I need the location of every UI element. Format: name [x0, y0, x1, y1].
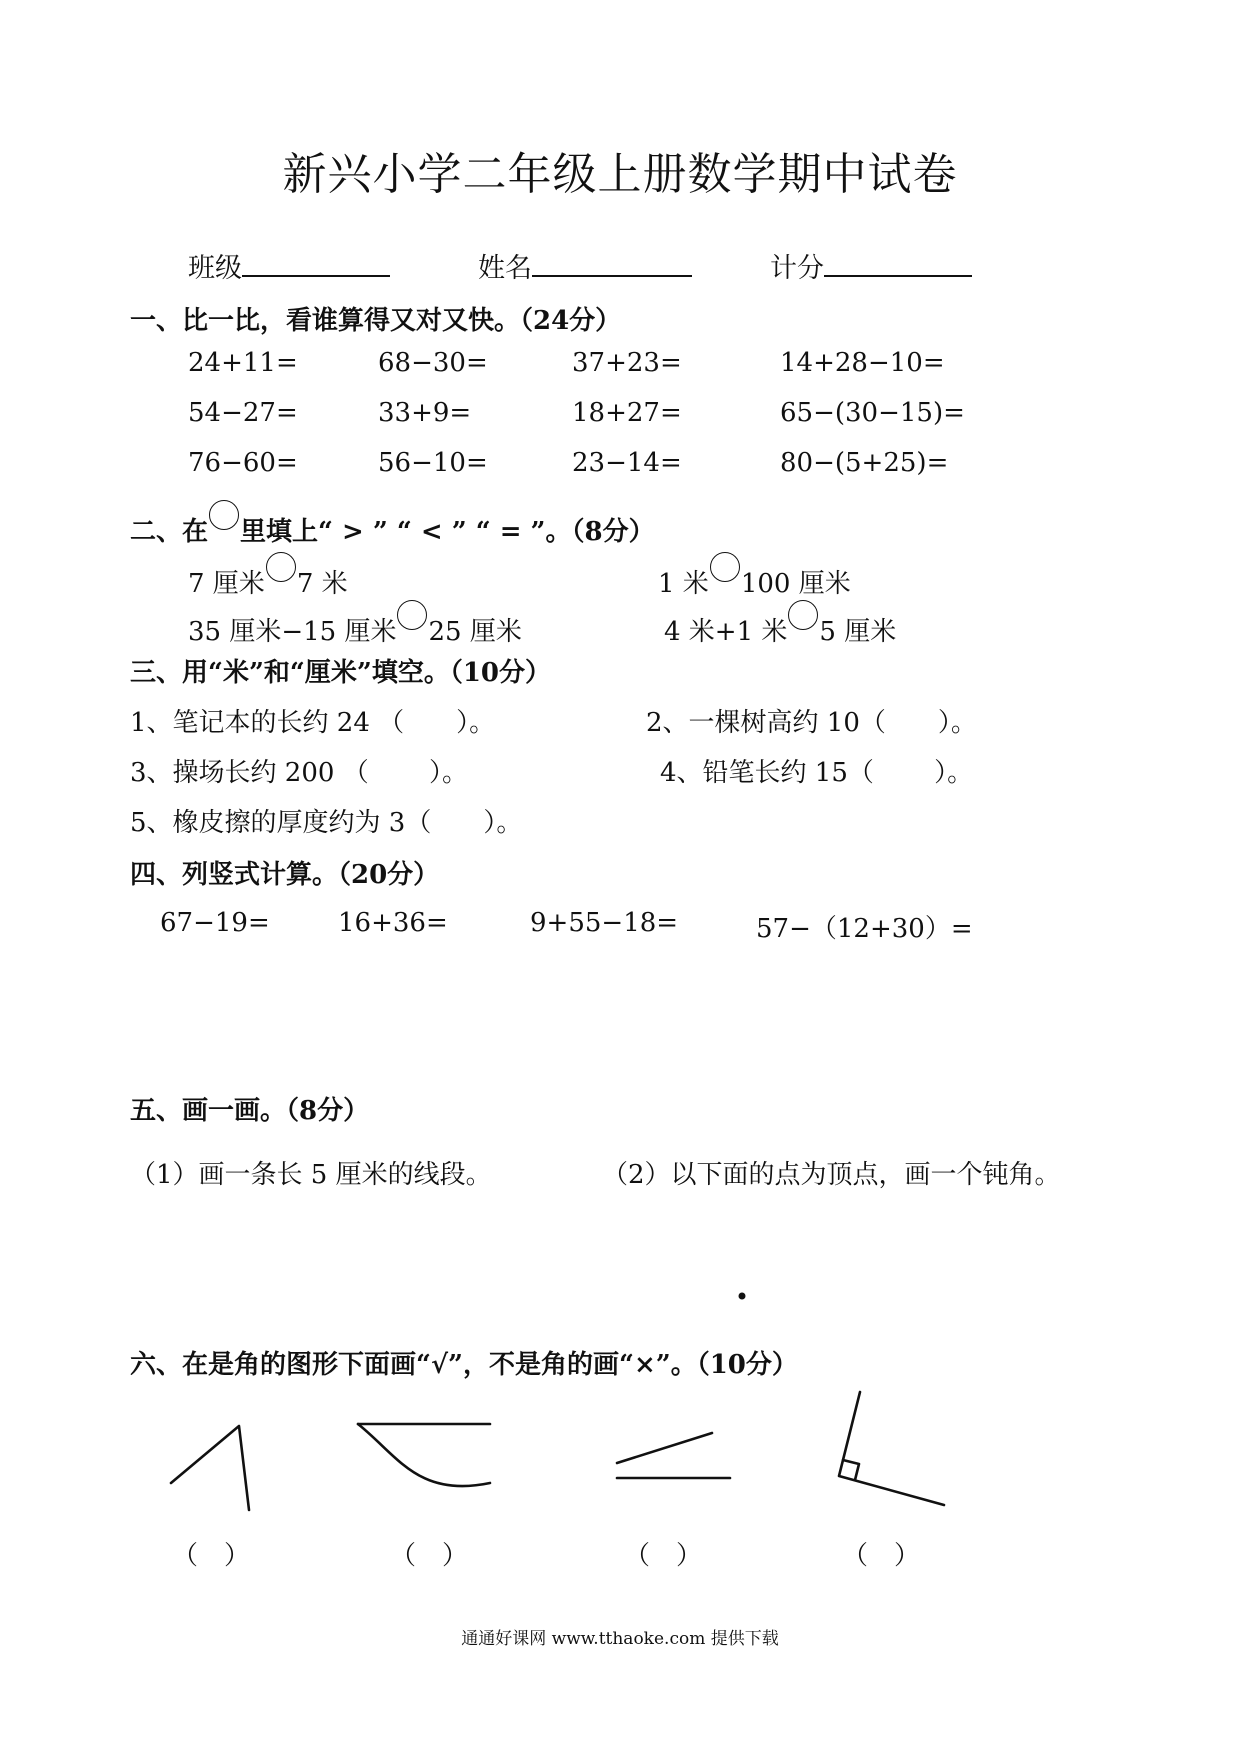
- s5-task2: （2）以下面的点为顶点，画一个钝角。: [602, 1160, 1061, 1190]
- s2-right: 7 米: [296, 569, 348, 599]
- s1-problem: 23−14=: [572, 448, 682, 478]
- answer-blank[interactable]: （ ）: [624, 1541, 703, 1571]
- s2-left: 35 厘米−15 厘米: [188, 617, 397, 647]
- footer-credit: 通通好课网 www.tthaoke.com 提供下载: [461, 1629, 779, 1649]
- vertex-dot[interactable]: [739, 1293, 746, 1300]
- page-title: 新兴小学二年级上册数学期中试卷: [282, 149, 958, 200]
- section5-heading: 五、画一画。（8分）: [130, 1096, 370, 1126]
- answer-blank[interactable]: （ ）: [172, 1541, 251, 1571]
- s3-item: 1、笔记本的长约 24 （ ）。: [130, 708, 496, 738]
- s3-item: 5、橡皮擦的厚度约为 3（ ）。: [130, 808, 523, 838]
- figure-angle-1: [171, 1426, 249, 1510]
- s1-problem: 76−60=: [188, 448, 298, 478]
- s1-problem: 14+28−10=: [780, 348, 945, 378]
- answer-blank[interactable]: （ ）: [390, 1541, 469, 1571]
- section1-heading: 一、比一比，看谁算得又对又快。（24分）: [130, 306, 622, 336]
- s1-problem: 80−(5+25)=: [780, 448, 949, 478]
- s1-problem: 56−10=: [378, 448, 488, 478]
- s2-right: 100 厘米: [740, 569, 851, 599]
- figure-curve-2: [358, 1424, 490, 1486]
- s1-problem: 18+27=: [572, 398, 682, 428]
- s1-problem: 68−30=: [378, 348, 488, 378]
- s2-heading-pre: 二、在: [130, 517, 209, 547]
- s2-left: 1 米: [658, 569, 709, 599]
- answer-blank[interactable]: （ ）: [842, 1541, 921, 1571]
- s3-item: 2、一棵树高约 10（ ）。: [646, 708, 977, 738]
- figure-right-angle-4: [839, 1392, 944, 1505]
- s1-problem: 24+11=: [188, 348, 298, 378]
- name-label: 姓名: [478, 253, 532, 284]
- section4-heading: 四、列竖式计算。（20分）: [130, 860, 440, 890]
- s4-problem: 9+55−18=: [530, 908, 679, 938]
- figure-lines-3: [617, 1433, 730, 1478]
- s3-item: 3、操场长约 200 （ ）。: [130, 758, 468, 788]
- s4-problem: 67−19=: [160, 908, 270, 938]
- s1-problem: 65−(30−15)=: [780, 398, 965, 428]
- s2-right: 5 厘米: [819, 617, 897, 647]
- s4-problem: 57−（12+30）=: [756, 914, 973, 944]
- s2-heading-post: 里填上“ > ” “ < ” “ = ”。（8分）: [240, 517, 655, 547]
- s1-problem: 54−27=: [188, 398, 298, 428]
- s1-problem: 33+9=: [378, 398, 472, 428]
- section3-heading: 三、用“米”和“厘米”填空。（10分）: [130, 658, 552, 688]
- s1-problem: 37+23=: [572, 348, 682, 378]
- class-label: 班级: [188, 253, 242, 284]
- s2-right: 25 厘米: [428, 617, 522, 647]
- s2-left: 7 厘米: [188, 569, 265, 599]
- score-label: 计分: [770, 253, 824, 284]
- s3-item: 4、铅笔长约 15（ ）。: [660, 758, 974, 788]
- s2-left: 4 米+1 米: [664, 617, 788, 647]
- section6-heading: 六、在是角的图形下面画“√”，不是角的画“×”。（10分）: [130, 1350, 798, 1380]
- s4-problem: 16+36=: [338, 908, 448, 938]
- s5-task1: （1）画一条长 5 厘米的线段。: [130, 1160, 492, 1190]
